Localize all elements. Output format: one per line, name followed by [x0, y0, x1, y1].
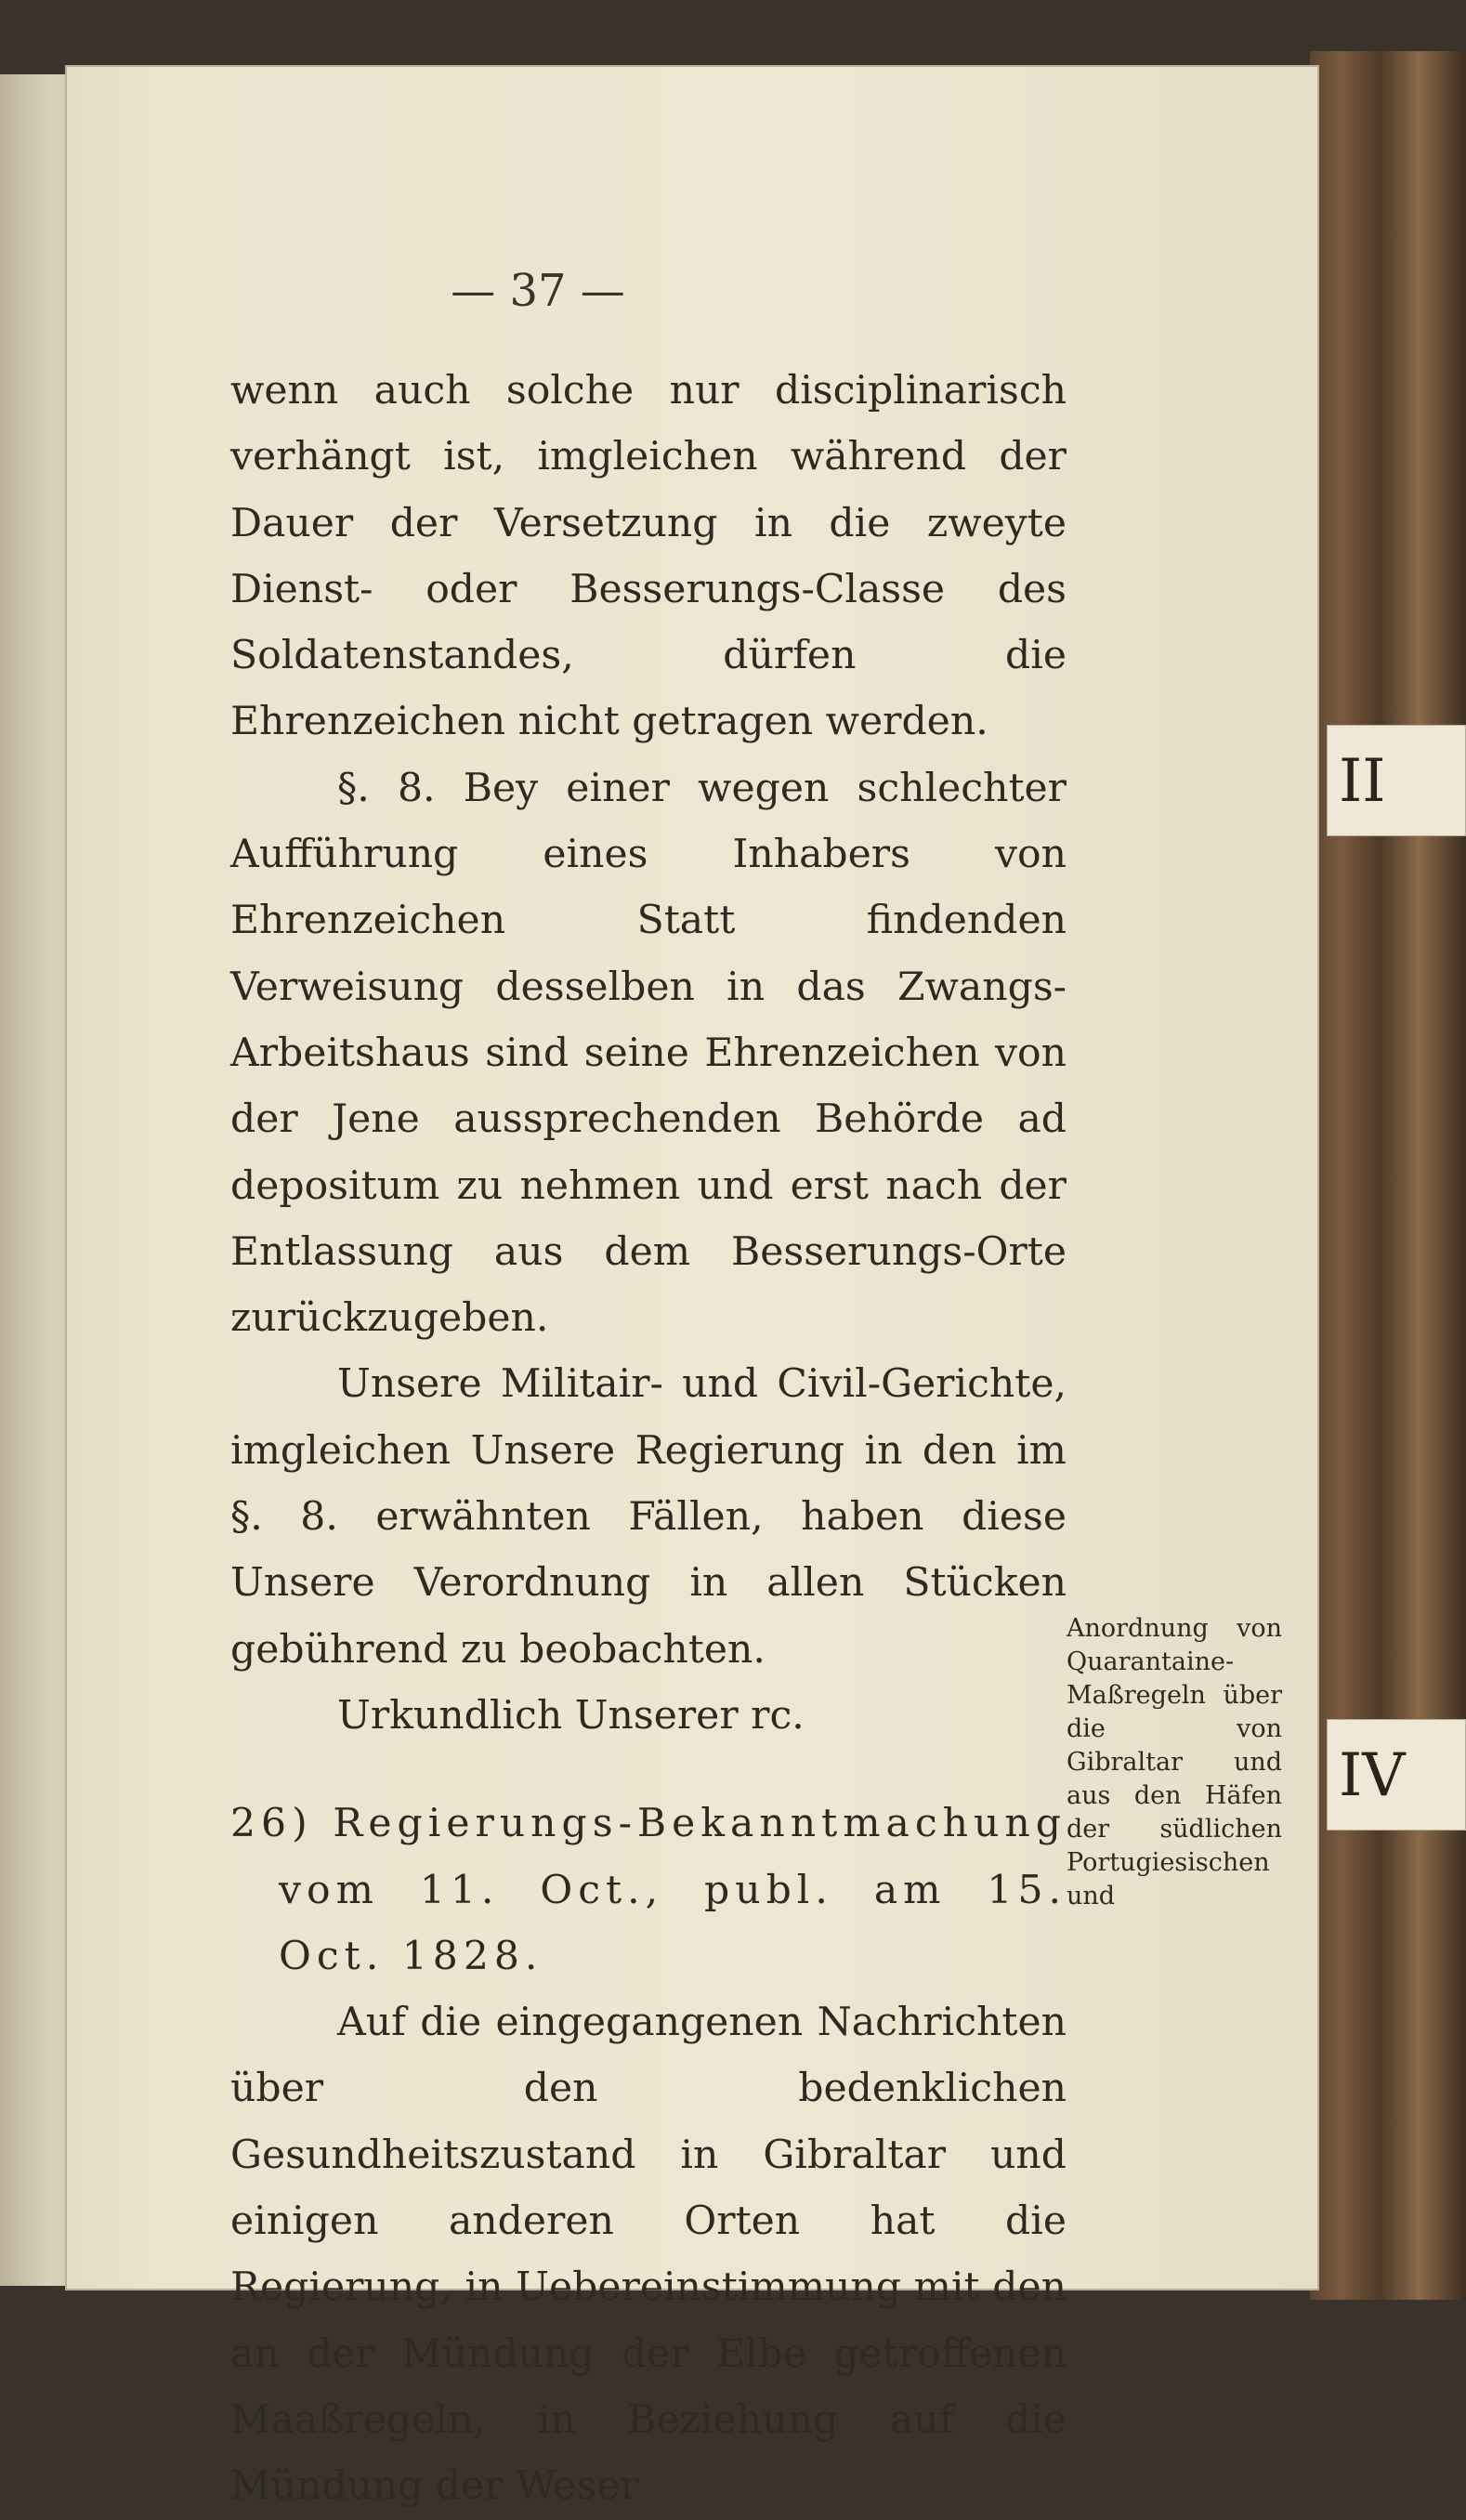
section-heading: 26) Regierungs-Bekanntmachung vom 11. Oct., publ. am 15. Oct. 1828. [230, 1801, 1067, 1979]
body-text [230, 358, 1067, 2520]
paragraph-closing: Urkundlich Unserer rc. [337, 1692, 805, 1739]
spine-tab-iv: IV [1327, 1719, 1466, 1831]
paragraph-5: Auf die eingegangenen Nachrichten über den bedenklichen Gesundheitszustand in Gibraltar und einigen anderen Orten hat die Regierung, in Uebereinstimmung mit den an der Mündung der Elbe getroffenen Maaßregeln, in Beziehung auf die Mündung der Weser [230, 2000, 1067, 2510]
paragraph-3: Unsere Militair- und Civil-Gerichte, imgleichen Unsere Regierung in den im §. 8. erwähnten Fällen, haben diese Unsere Verordnung in allen Stücken gebührend zu beobachten. [230, 1361, 1067, 1673]
page-number: — 37 — [451, 265, 625, 317]
paragraph-1: wenn auch solche nur disciplinarisch verhängt ist, imgleichen während der Dauer der Versetzung in die zweyte Dienst- oder Besserungs-Classe des Soldatenstandes, dürfen die Ehrenzeichen nicht getragen werden. [230, 368, 1067, 745]
margin-note: Anordnung von Quarantaine-Maßregeln über die von Gibraltar und aus den Häfen der südlichen Portugiesischen und [1067, 1614, 1282, 1910]
book-spine [1310, 51, 1466, 2300]
spine-tab-ii: II [1327, 725, 1466, 836]
paragraph-section-8: §. 8. Bey einer wegen schlechter Aufführung eines Inhabers von Ehrenzeichen Statt findenden Verweisung desselben in das Zwangs-Arbeitshaus sind seine Ehrenzeichen von der Jene aussprechenden Behörde ad depositum zu nehmen und erst nach der Entlassung aus dem Besserungs-Orte zurückzugeben. [230, 765, 1067, 1342]
